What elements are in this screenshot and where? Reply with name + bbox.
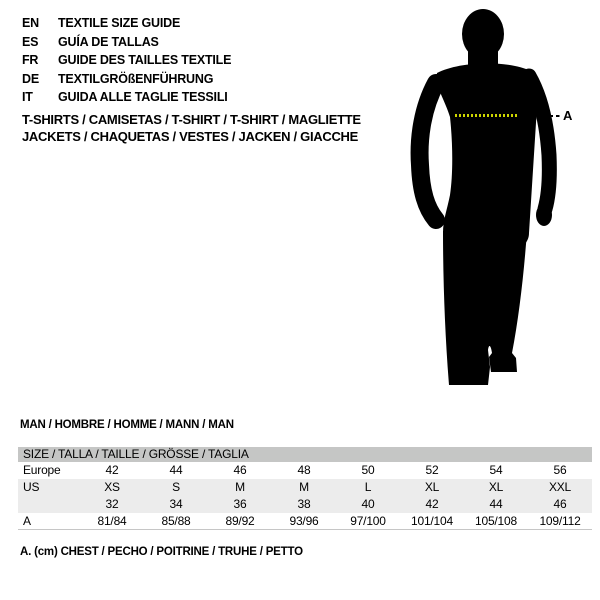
cell: XS bbox=[104, 480, 120, 494]
cell: 46 bbox=[233, 463, 247, 477]
chest-footnote: A. (cm) CHEST / PECHO / POITRINE / TRUHE / PETTO bbox=[20, 546, 303, 558]
row-label: Europe bbox=[23, 463, 61, 477]
language-title: TEXTILE SIZE GUIDE bbox=[58, 16, 181, 30]
size-table bbox=[18, 447, 592, 530]
cell: XL bbox=[488, 480, 504, 494]
cell: 44 bbox=[169, 463, 183, 477]
cell: L bbox=[364, 480, 372, 494]
language-title: GUIDE DES TAILLES TEXTILE bbox=[58, 53, 232, 68]
row-label bbox=[18, 496, 80, 513]
measure-label-a: A bbox=[563, 108, 573, 123]
cell: 50 bbox=[361, 463, 375, 477]
table-row-us-numeric bbox=[18, 496, 592, 513]
chest-measure-dotted-line bbox=[455, 114, 519, 117]
language-code: DE bbox=[22, 71, 39, 86]
language-title: TEXTILGRÖßENFÜHRUNG bbox=[58, 71, 214, 86]
cell: 85/88 bbox=[161, 514, 191, 528]
cell: 89/92 bbox=[225, 514, 255, 528]
legs-shape bbox=[443, 231, 527, 385]
cell: 38 bbox=[297, 497, 311, 511]
cell: 109/112 bbox=[539, 514, 581, 528]
cell: XXL bbox=[548, 480, 572, 494]
language-code: EN bbox=[22, 16, 39, 30]
right-hand-shape bbox=[536, 204, 552, 226]
cell: M bbox=[235, 480, 245, 494]
size-table-header: SIZE / TALLA / TAILLE / GRÖSSE / TAGLIA bbox=[18, 447, 592, 462]
cell: XL bbox=[424, 480, 440, 494]
cell: 44 bbox=[489, 497, 503, 511]
cell: 32 bbox=[105, 497, 119, 511]
language-code: IT bbox=[22, 90, 33, 105]
cell: M bbox=[299, 480, 309, 494]
language-title: GUÍA DE TALLAS bbox=[58, 34, 159, 49]
cell: 97/100 bbox=[350, 514, 386, 528]
category-jackets: JACKETS / CHAQUETAS / VESTES / JACKEN / GIACCHE bbox=[22, 129, 358, 144]
cell: 81/84 bbox=[97, 514, 127, 528]
cell: 34 bbox=[169, 497, 183, 511]
cell: 101/104 bbox=[411, 514, 453, 528]
section-title-man: MAN / HOMBRE / HOMME / MANN / MAN bbox=[20, 419, 234, 431]
language-code: FR bbox=[22, 53, 39, 68]
cell: 42 bbox=[425, 497, 439, 511]
table-row-europe bbox=[18, 462, 592, 479]
measure-callout-dashes bbox=[543, 115, 560, 117]
man-silhouette bbox=[405, 5, 560, 390]
table-row-chest-a bbox=[18, 513, 592, 530]
cell: 46 bbox=[553, 497, 567, 511]
language-title-list bbox=[22, 14, 231, 107]
cell: 56 bbox=[553, 463, 567, 477]
table-row-us bbox=[18, 479, 592, 496]
man-silhouette-graphic bbox=[405, 5, 560, 390]
cell: 36 bbox=[233, 497, 247, 511]
language-code: ES bbox=[22, 34, 39, 49]
cell: S bbox=[172, 480, 180, 494]
row-label: US bbox=[23, 480, 40, 494]
left-arm-shape bbox=[420, 83, 436, 220]
cell: 52 bbox=[425, 463, 439, 477]
cell: 40 bbox=[361, 497, 375, 511]
cell: 42 bbox=[105, 463, 119, 477]
torso-shape bbox=[437, 63, 539, 251]
cell: 93/96 bbox=[289, 514, 319, 528]
cell: 105/108 bbox=[475, 514, 517, 528]
language-title: GUIDA ALLE TAGLIE TESSILI bbox=[58, 90, 228, 105]
row-label: A bbox=[23, 514, 31, 528]
cell: 54 bbox=[489, 463, 503, 477]
cell: 48 bbox=[297, 463, 311, 477]
category-tshirts: T-SHIRTS / CAMISETAS / T-SHIRT / T-SHIRT / MAGLIETTE bbox=[22, 112, 361, 127]
garment-categories bbox=[22, 111, 361, 145]
